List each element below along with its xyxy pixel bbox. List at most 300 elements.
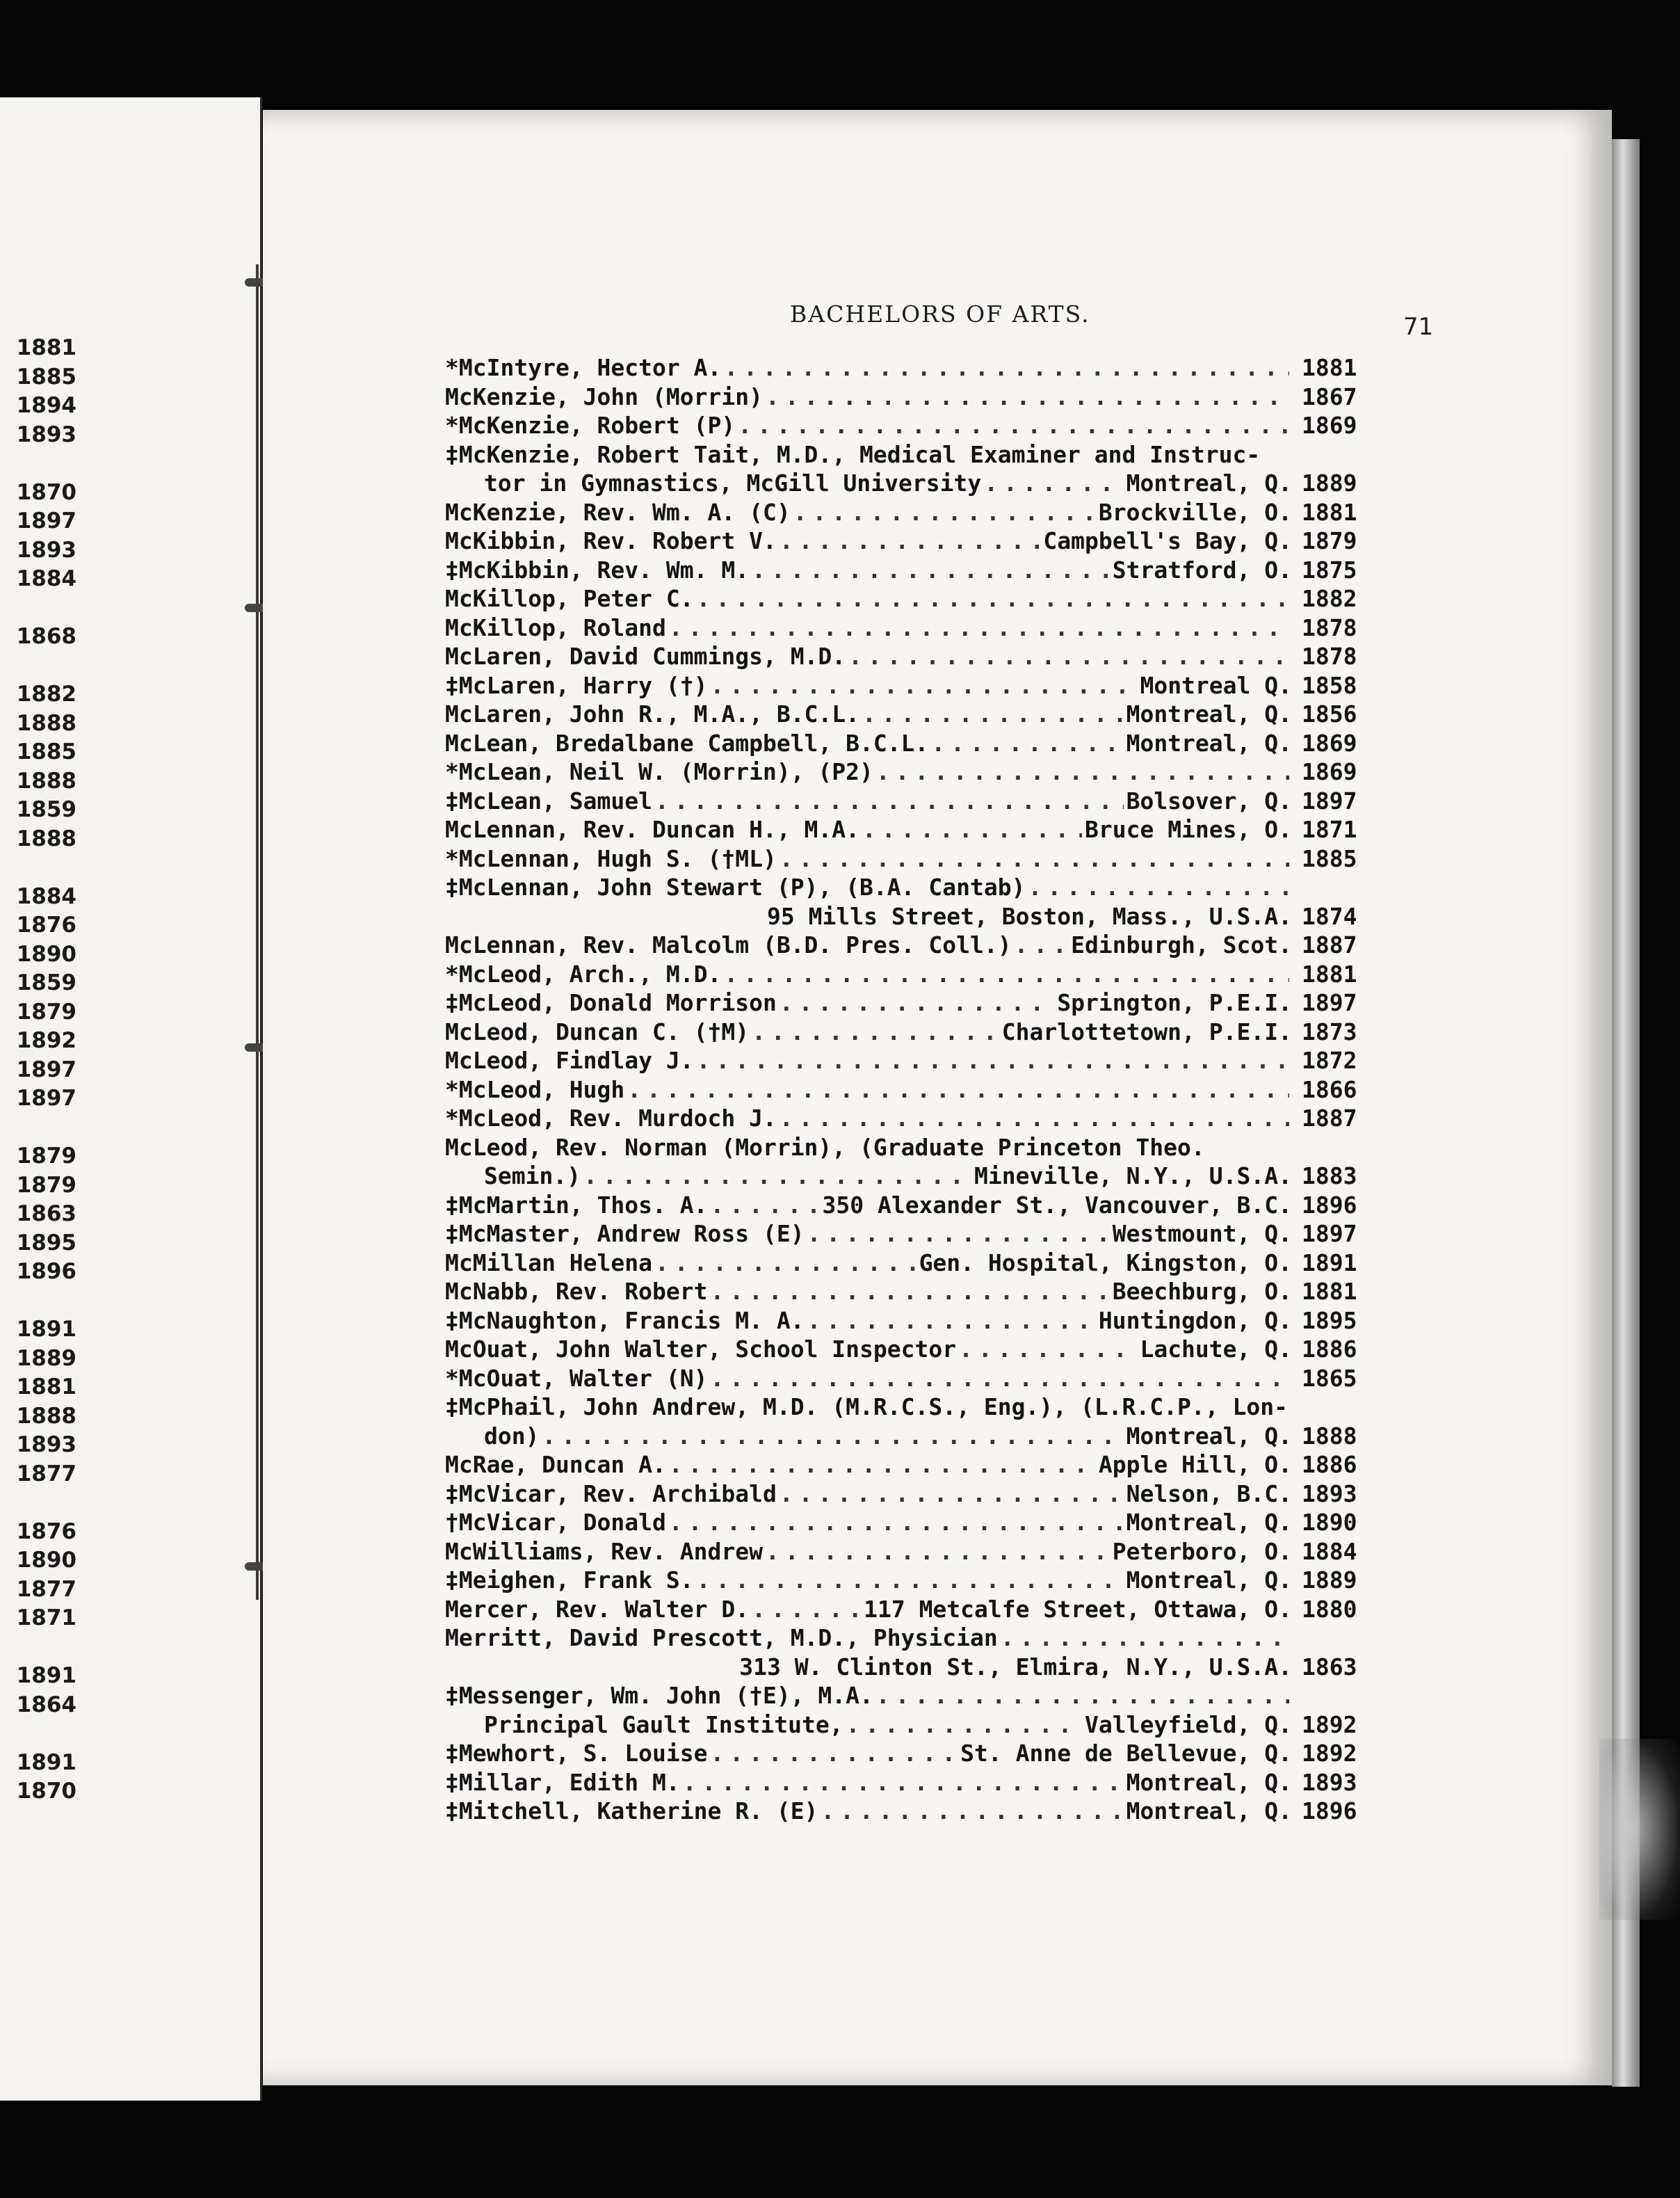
left-page-year: 1890 bbox=[16, 941, 76, 967]
graduate-name: ‡Meighen, Frank S. bbox=[445, 1566, 694, 1594]
left-page-year: 1859 bbox=[16, 970, 76, 995]
graduate-entry bbox=[445, 729, 1356, 758]
entry-line bbox=[445, 1249, 1356, 1278]
graduate-entry bbox=[445, 642, 1356, 671]
left-page-year: 1896 bbox=[16, 1259, 76, 1284]
graduate-name: tor in Gymnastics, McGill University bbox=[484, 470, 982, 497]
graduate-name: *McIntyre, Hector A. bbox=[445, 354, 722, 381]
graduate-entry bbox=[445, 1249, 1356, 1278]
graduate-name: *McLeod, Rev. Murdoch J. bbox=[445, 1105, 777, 1132]
graduate-entry bbox=[445, 1306, 1356, 1335]
leader-dots bbox=[876, 757, 1289, 787]
left-page-year: 1888 bbox=[16, 1403, 76, 1429]
graduate-address: Westmount, Q. bbox=[1112, 1220, 1292, 1247]
graduate-name: ‡McPhail, John Andrew, M.D. (M.R.C.S., Eng.), (L.R.C.P., Lon- bbox=[445, 1393, 1288, 1420]
graduation-year: 1890 bbox=[1302, 1509, 1357, 1536]
entry-line bbox=[445, 815, 1356, 844]
graduate-entry bbox=[445, 1797, 1356, 1826]
graduation-year: 1869 bbox=[1302, 758, 1357, 785]
graduate-entry bbox=[445, 787, 1356, 816]
left-page-year: 1870 bbox=[16, 479, 76, 505]
left-page-year: 1881 bbox=[16, 1374, 76, 1399]
entry-line bbox=[445, 1219, 1356, 1249]
graduate-address: Mineville, N.Y., U.S.A. bbox=[974, 1162, 1292, 1189]
leader-dots bbox=[793, 498, 1096, 527]
entry-line bbox=[445, 411, 1356, 440]
entry-line bbox=[445, 931, 1356, 960]
left-page-year bbox=[0, 1633, 76, 1662]
leader-dots bbox=[697, 584, 1289, 613]
graduate-name: *McLeod, Arch., M.D. bbox=[445, 960, 722, 988]
left-page-year: 1892 bbox=[16, 1028, 76, 1053]
entry-line bbox=[445, 1653, 1356, 1682]
left-page-year bbox=[0, 1489, 76, 1518]
graduate-entry bbox=[445, 1537, 1356, 1566]
entry-line bbox=[445, 383, 1356, 412]
leader-dots bbox=[711, 671, 1138, 700]
left-page-year: 1889 bbox=[16, 1345, 76, 1371]
graduate-name: McLeod, Rev. Norman (Morrin), (Graduate Princeton Theo. bbox=[445, 1133, 1205, 1161]
left-page-year bbox=[0, 449, 76, 479]
graduate-address: Montreal, Q. bbox=[1126, 470, 1292, 497]
entry-line bbox=[445, 757, 1356, 787]
entry-line bbox=[445, 1537, 1356, 1566]
leader-dots bbox=[780, 527, 1041, 556]
graduate-entry bbox=[445, 584, 1356, 613]
graduate-address: 95 Mills Street, Boston, Mass., U.S.A. bbox=[767, 902, 1292, 930]
graduation-year: 1892 bbox=[1302, 1710, 1357, 1738]
left-page-year: 1870 bbox=[16, 1779, 76, 1804]
graduate-entry bbox=[445, 988, 1356, 1018]
graduate-name: ‡Mitchell, Katherine R. (E) bbox=[445, 1797, 818, 1824]
entry-line bbox=[445, 584, 1356, 613]
graduation-year: 1887 bbox=[1302, 1105, 1357, 1132]
graduate-name: ‡McVicar, Rev. Archibald bbox=[445, 1479, 777, 1507]
graduate-address: Montreal, Q. bbox=[1126, 1422, 1292, 1450]
entry-line bbox=[445, 498, 1356, 527]
leader-dots bbox=[931, 729, 1123, 758]
entry-line bbox=[445, 1133, 1356, 1162]
graduate-name: McKibbin, Rev. Robert V. bbox=[445, 527, 777, 554]
graduate-entry bbox=[445, 700, 1356, 729]
left-page-year: 1876 bbox=[16, 913, 76, 938]
leader-dots bbox=[862, 815, 1082, 844]
graduate-entry bbox=[445, 613, 1356, 643]
graduate-name: McRae, Duncan A. bbox=[445, 1451, 666, 1478]
graduate-entry bbox=[445, 1104, 1356, 1133]
entry-line bbox=[445, 1104, 1356, 1133]
graduate-name: Merritt, David Prescott, M.D., Physician bbox=[445, 1624, 998, 1651]
leader-dots bbox=[846, 1710, 1082, 1740]
graduate-entry bbox=[445, 1595, 1356, 1624]
left-page-year: 1868 bbox=[16, 624, 76, 649]
graduate-address: Apple Hill, O. bbox=[1098, 1451, 1292, 1478]
graduation-year: 1881 bbox=[1302, 960, 1357, 988]
graduation-year: 1893 bbox=[1302, 1479, 1357, 1507]
entry-line bbox=[445, 1508, 1356, 1537]
graduation-year: 1896 bbox=[1302, 1191, 1357, 1219]
graduate-entry bbox=[445, 411, 1356, 440]
running-head: BACHELORS OF ARTS. bbox=[790, 300, 1090, 328]
graduate-entry bbox=[445, 1364, 1356, 1393]
graduate-address: Bruce Mines, O. bbox=[1084, 816, 1292, 843]
graduation-year: 1889 bbox=[1302, 1566, 1357, 1594]
graduate-entry bbox=[445, 353, 1356, 383]
left-page-year: 1897 bbox=[16, 508, 76, 534]
entry-line bbox=[445, 988, 1356, 1018]
graduate-name: Principal Gault Institute, bbox=[484, 1710, 843, 1738]
leader-dots bbox=[1001, 1623, 1289, 1653]
graduate-name: McKillop, Roland bbox=[445, 613, 666, 641]
entry-line bbox=[445, 440, 1356, 470]
left-page-year: 1893 bbox=[16, 422, 76, 447]
entry-line bbox=[445, 844, 1356, 874]
graduate-address: Springton, P.E.I. bbox=[1057, 989, 1292, 1016]
graduate-name: McLaren, David Cummings, M.D. bbox=[445, 643, 846, 670]
graduate-entry bbox=[445, 757, 1356, 787]
graduation-year: 1892 bbox=[1302, 1740, 1357, 1767]
graduate-entry bbox=[445, 960, 1356, 989]
graduate-name: McNabb, Rev. Robert bbox=[445, 1278, 708, 1305]
graduate-address: Gen. Hospital, Kingston, O. bbox=[919, 1249, 1292, 1276]
leader-dots bbox=[780, 1104, 1289, 1133]
entry-line bbox=[445, 1681, 1356, 1710]
graduation-year: 1893 bbox=[1302, 1768, 1357, 1796]
leader-dots bbox=[669, 613, 1289, 643]
leader-dots bbox=[752, 556, 1110, 585]
left-page-year: 1884 bbox=[16, 883, 76, 909]
graduate-entry bbox=[445, 440, 1356, 498]
graduate-entry bbox=[445, 1046, 1356, 1075]
graduate-address: Montreal, Q. bbox=[1126, 1566, 1292, 1594]
entry-line bbox=[445, 873, 1356, 902]
graduate-address: Edinburgh, Scot. bbox=[1071, 931, 1292, 958]
entry-line bbox=[445, 1566, 1356, 1595]
graduation-year: 1886 bbox=[1302, 1335, 1357, 1363]
graduation-year: 1889 bbox=[1302, 470, 1357, 497]
leader-dots bbox=[984, 469, 1123, 498]
graduate-entry bbox=[445, 1566, 1356, 1595]
graduate-entry bbox=[445, 1450, 1356, 1479]
graduate-name: McLeod, Findlay J. bbox=[445, 1047, 694, 1074]
left-page-year: 1864 bbox=[16, 1692, 76, 1717]
graduate-address: Stratford, O. bbox=[1112, 556, 1292, 584]
entry-line bbox=[445, 671, 1356, 700]
graduate-name: ‡McKibbin, Rev. Wm. M. bbox=[445, 556, 750, 584]
left-page-year: 1882 bbox=[16, 682, 76, 707]
graduate-name: ‡McLean, Samuel bbox=[445, 787, 653, 815]
graduation-year: 1886 bbox=[1302, 1451, 1357, 1478]
graduate-entry bbox=[445, 383, 1356, 412]
leader-dots bbox=[711, 1739, 958, 1768]
graduate-name: *McLeod, Hugh bbox=[445, 1075, 625, 1103]
leader-dots bbox=[711, 1277, 1110, 1306]
leader-dots bbox=[862, 700, 1124, 729]
page-stain bbox=[1599, 1739, 1680, 1920]
graduate-entry bbox=[445, 1739, 1356, 1768]
leader-dots bbox=[821, 1797, 1123, 1826]
graduation-year: 1873 bbox=[1302, 1018, 1357, 1045]
graduate-address: 350 Alexander St., Vancouver, B.C. bbox=[822, 1191, 1292, 1219]
graduate-address: St. Anne de Bellevue, Q. bbox=[960, 1740, 1292, 1767]
entry-line bbox=[445, 527, 1356, 556]
graduate-entry bbox=[445, 1479, 1356, 1509]
graduate-entry bbox=[445, 498, 1356, 527]
leader-dots bbox=[1015, 931, 1069, 960]
entry-line bbox=[445, 1595, 1356, 1624]
graduation-year: 1896 bbox=[1302, 1797, 1357, 1824]
graduation-year: 1879 bbox=[1302, 527, 1357, 554]
entry-line bbox=[445, 1364, 1356, 1393]
leader-dots bbox=[711, 1364, 1290, 1393]
graduate-address: Montreal, Q. bbox=[1126, 1797, 1292, 1824]
left-page-year: 1859 bbox=[16, 797, 76, 822]
leader-dots bbox=[752, 1018, 999, 1047]
leader-dots bbox=[655, 1249, 916, 1278]
graduate-entry bbox=[445, 527, 1356, 556]
leader-dots bbox=[724, 353, 1289, 383]
left-page-year: 1891 bbox=[16, 1663, 76, 1688]
left-page-year: 1891 bbox=[16, 1317, 76, 1342]
leader-dots bbox=[959, 1335, 1137, 1364]
left-page-year: 1885 bbox=[16, 364, 76, 390]
graduate-address: Valleyfield, Q. bbox=[1084, 1710, 1292, 1738]
graduate-entry bbox=[445, 1075, 1356, 1105]
graduate-name: McLeod, Duncan C. (†M) bbox=[445, 1018, 750, 1045]
graduate-entry bbox=[445, 873, 1356, 931]
graduate-name: ‡McLeod, Donald Morrison bbox=[445, 989, 777, 1016]
graduate-name: Semin.) bbox=[484, 1162, 581, 1189]
leader-dots bbox=[807, 1306, 1096, 1335]
leader-dots bbox=[752, 1595, 861, 1624]
leader-dots bbox=[669, 1450, 1096, 1479]
entry-line bbox=[445, 700, 1356, 729]
entry-line bbox=[445, 787, 1356, 816]
graduation-year: 1858 bbox=[1302, 671, 1357, 699]
graduate-entry bbox=[445, 1219, 1356, 1249]
graduate-address: Lachute, Q. bbox=[1140, 1335, 1292, 1363]
graduate-name: *McLennan, Hugh S. (†ML) bbox=[445, 844, 777, 872]
graduation-year: 1869 bbox=[1302, 412, 1357, 439]
graduation-year: 1882 bbox=[1302, 585, 1357, 612]
entry-line bbox=[445, 1710, 1356, 1740]
left-page-year: 1884 bbox=[16, 566, 76, 591]
left-page-year: 1879 bbox=[16, 1144, 76, 1169]
graduate-entry bbox=[445, 1768, 1356, 1797]
graduate-entry bbox=[445, 671, 1356, 700]
entry-line bbox=[445, 902, 1356, 931]
entry-line bbox=[445, 469, 1356, 498]
graduation-year: 1867 bbox=[1302, 383, 1357, 410]
entry-line bbox=[445, 1046, 1356, 1075]
graduate-name: *McKenzie, Robert (P) bbox=[445, 412, 736, 439]
graduate-name: McKillop, Peter C. bbox=[445, 585, 694, 612]
left-page-year: 1879 bbox=[16, 999, 76, 1025]
entry-line bbox=[445, 642, 1356, 671]
graduate-address: Beechburg, O. bbox=[1112, 1278, 1292, 1305]
graduate-address: Huntingdon, Q. bbox=[1098, 1306, 1292, 1334]
graduation-year: 1863 bbox=[1302, 1653, 1357, 1680]
leader-dots bbox=[697, 1046, 1289, 1075]
entry-line bbox=[445, 1450, 1356, 1479]
graduate-address: Nelson, B.C. bbox=[1126, 1479, 1292, 1507]
graduate-entry bbox=[445, 1508, 1356, 1537]
entry-line bbox=[445, 1018, 1356, 1047]
graduation-year: 1869 bbox=[1302, 729, 1357, 757]
graduation-year: 1895 bbox=[1302, 1306, 1357, 1334]
graduate-entry bbox=[445, 1018, 1356, 1047]
graduate-name: ‡McLennan, John Stewart (P), (B.A. Cantab) bbox=[445, 874, 1026, 901]
graduate-name: ‡Mewhort, S. Louise bbox=[445, 1740, 708, 1767]
leader-dots bbox=[766, 383, 1289, 412]
graduate-name: †McVicar, Donald bbox=[445, 1509, 666, 1536]
entry-line bbox=[445, 1422, 1356, 1451]
graduate-entry bbox=[445, 1133, 1356, 1191]
leader-dots bbox=[542, 1422, 1123, 1451]
left-page-year: 1876 bbox=[16, 1518, 76, 1544]
graduate-name: ‡McMartin, Thos. A. bbox=[445, 1191, 708, 1219]
graduation-year: 1897 bbox=[1302, 787, 1357, 815]
graduate-name: ‡Millar, Edith M. bbox=[445, 1768, 680, 1796]
graduate-address: Montreal, Q. bbox=[1126, 700, 1292, 728]
left-page-year: 1885 bbox=[16, 739, 76, 764]
graduate-name: McKenzie, Rev. Wm. A. (C) bbox=[445, 498, 791, 526]
graduate-name: *McOuat, Walter (N) bbox=[445, 1364, 708, 1392]
graduate-entry bbox=[445, 1623, 1356, 1681]
left-page-year: 1897 bbox=[16, 1057, 76, 1082]
left-page-year: 1888 bbox=[16, 768, 76, 794]
graduate-name: McWilliams, Rev. Andrew bbox=[445, 1537, 763, 1565]
left-page-year: 1877 bbox=[16, 1461, 76, 1486]
graduation-year: 1866 bbox=[1302, 1075, 1357, 1103]
left-page-year bbox=[0, 1719, 76, 1749]
entry-line bbox=[445, 1768, 1356, 1797]
graduate-list bbox=[445, 353, 1356, 1826]
graduation-year: 1897 bbox=[1302, 1220, 1357, 1247]
graduate-entry bbox=[445, 931, 1356, 960]
graduation-year: 1887 bbox=[1302, 931, 1357, 958]
entry-line bbox=[445, 729, 1356, 758]
left-page-year: 1897 bbox=[16, 1086, 76, 1111]
leader-dots bbox=[711, 1191, 820, 1220]
graduation-year: 1880 bbox=[1302, 1595, 1357, 1623]
leader-dots bbox=[1028, 873, 1289, 902]
graduate-address: Montreal, Q. bbox=[1126, 1509, 1292, 1536]
entry-line bbox=[445, 1739, 1356, 1768]
graduation-year: 1881 bbox=[1302, 1278, 1357, 1305]
graduate-name: McMillan Helena bbox=[445, 1249, 653, 1276]
graduate-entry bbox=[445, 556, 1356, 585]
graduation-year: 1871 bbox=[1302, 816, 1357, 843]
graduation-year: 1856 bbox=[1302, 700, 1357, 728]
graduation-year: 1872 bbox=[1302, 1047, 1357, 1074]
graduate-entry bbox=[445, 1335, 1356, 1364]
left-page-year: 1888 bbox=[16, 710, 76, 736]
book-spine bbox=[256, 264, 259, 1600]
graduate-address: Charlottetown, P.E.I. bbox=[1001, 1018, 1292, 1045]
leader-dots bbox=[848, 642, 1289, 671]
graduate-name: McLaren, John R., M.A., B.C.L. bbox=[445, 700, 860, 728]
graduate-address: Montreal Q. bbox=[1140, 671, 1292, 699]
graduate-entry bbox=[445, 1393, 1356, 1450]
graduate-name: *McLean, Neil W. (Morrin), (P2) bbox=[445, 758, 873, 785]
entry-line bbox=[445, 1306, 1356, 1335]
graduation-year: 1891 bbox=[1302, 1249, 1357, 1276]
graduate-name: ‡McNaughton, Francis M. A. bbox=[445, 1306, 805, 1334]
entry-line bbox=[445, 1191, 1356, 1220]
left-page-year: 1877 bbox=[16, 1576, 76, 1602]
graduate-entry bbox=[445, 1681, 1356, 1739]
graduation-year: 1883 bbox=[1302, 1162, 1357, 1189]
graduation-year: 1881 bbox=[1302, 354, 1357, 381]
graduate-name: McLean, Bredalbane Campbell, B.C.L. bbox=[445, 729, 929, 757]
graduate-entry bbox=[445, 1191, 1356, 1220]
leader-dots bbox=[780, 988, 1054, 1018]
leader-dots bbox=[724, 960, 1289, 989]
graduate-name: McOuat, John Walter, School Inspector bbox=[445, 1335, 957, 1363]
entry-line bbox=[445, 353, 1356, 383]
leader-dots bbox=[766, 1537, 1110, 1566]
leader-dots bbox=[780, 844, 1289, 874]
left-page-year: 1893 bbox=[16, 537, 76, 563]
entry-line bbox=[445, 960, 1356, 989]
left-page-year: 1894 bbox=[16, 393, 76, 418]
graduation-year: 1881 bbox=[1302, 498, 1357, 526]
entry-line bbox=[445, 1797, 1356, 1826]
leader-dots bbox=[780, 1479, 1124, 1509]
left-page-year: 1888 bbox=[16, 826, 76, 851]
left-page-year: 1881 bbox=[16, 335, 76, 360]
graduate-address: Brockville, O. bbox=[1098, 498, 1292, 526]
left-page-year-column bbox=[0, 334, 76, 1806]
left-page-year: 1893 bbox=[16, 1432, 76, 1457]
entry-line bbox=[445, 1277, 1356, 1306]
left-page-year: 1879 bbox=[16, 1172, 76, 1198]
entry-line bbox=[445, 1479, 1356, 1509]
graduate-name: McLennan, Rev. Malcolm (B.D. Pres. Coll.) bbox=[445, 931, 1012, 958]
left-page-year bbox=[0, 1287, 76, 1316]
graduate-entry bbox=[445, 1277, 1356, 1306]
graduate-address: Peterboro, O. bbox=[1112, 1537, 1292, 1565]
leader-dots bbox=[669, 1508, 1124, 1537]
leader-dots bbox=[655, 787, 1124, 816]
graduate-name: McKenzie, John (Morrin) bbox=[445, 383, 763, 410]
graduate-address: 313 W. Clinton St., Elmira, N.Y., U.S.A. bbox=[739, 1653, 1292, 1680]
graduation-year: 1897 bbox=[1302, 989, 1357, 1016]
graduation-year: 1874 bbox=[1302, 902, 1357, 930]
graduate-name: ‡Messenger, Wm. John (†E), M.A. bbox=[445, 1682, 873, 1709]
graduate-address: Bolsover, Q. bbox=[1126, 787, 1292, 815]
left-page-year bbox=[0, 1114, 76, 1143]
graduate-entry bbox=[445, 844, 1356, 874]
left-page-year bbox=[0, 594, 76, 623]
left-page-year: 1890 bbox=[16, 1548, 76, 1573]
graduation-year: 1888 bbox=[1302, 1422, 1357, 1450]
left-page-year: 1863 bbox=[16, 1201, 76, 1226]
graduate-address: 117 Metcalfe Street, Ottawa, O. bbox=[864, 1595, 1292, 1623]
left-page-year bbox=[0, 652, 76, 681]
entry-line bbox=[445, 1075, 1356, 1105]
entry-line bbox=[445, 1162, 1356, 1191]
entry-line bbox=[445, 1393, 1356, 1422]
graduate-name: ‡McKenzie, Robert Tait, M.D., Medical Examiner and Instruc- bbox=[445, 440, 1261, 468]
graduation-year: 1878 bbox=[1302, 613, 1357, 641]
page-number: 71 bbox=[1403, 313, 1434, 341]
graduate-name: McLennan, Rev. Duncan H., M.A. bbox=[445, 816, 860, 843]
graduation-year: 1865 bbox=[1302, 1364, 1357, 1392]
graduation-year: 1884 bbox=[1302, 1537, 1357, 1565]
leader-dots bbox=[583, 1162, 971, 1191]
